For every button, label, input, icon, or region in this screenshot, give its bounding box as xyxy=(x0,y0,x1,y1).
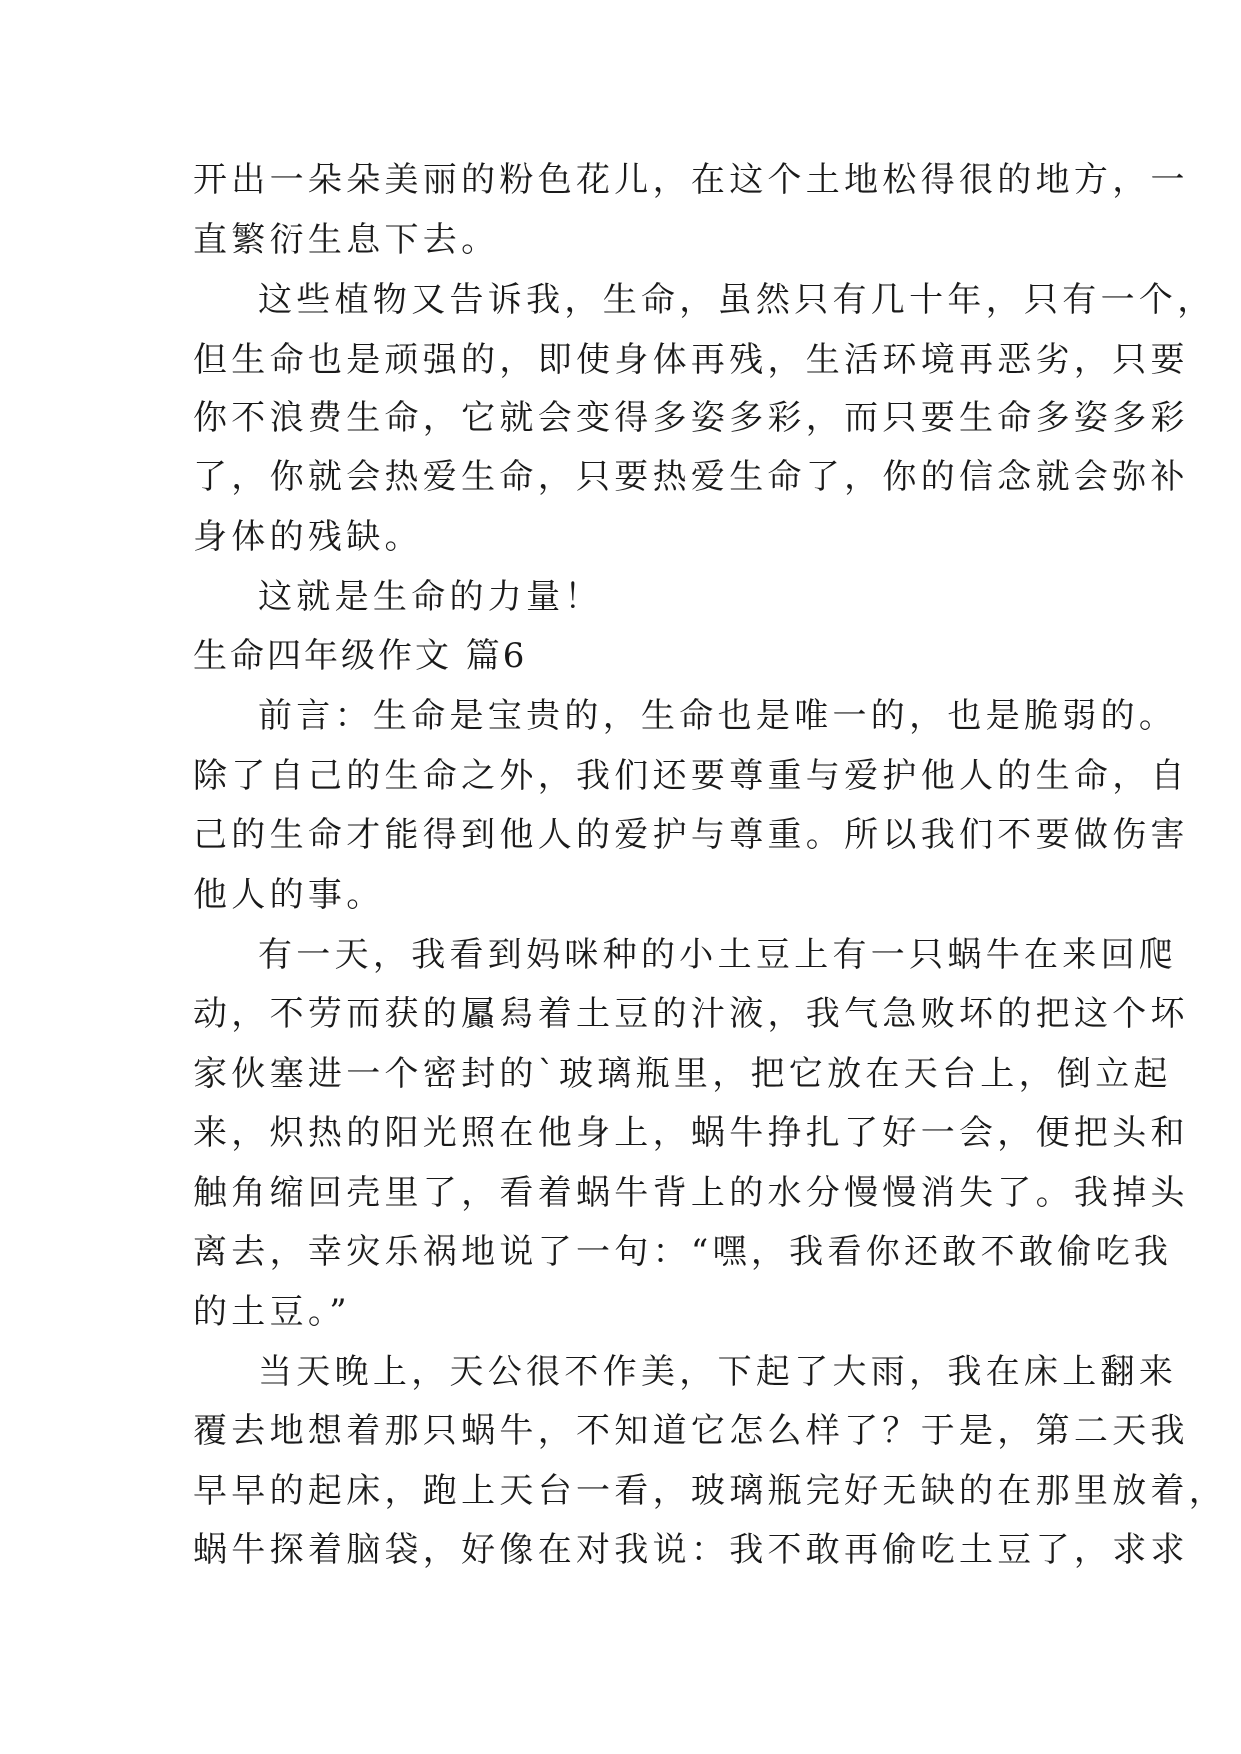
paragraph-start-line: 前言：生命是宝贵的，生命也是唯一的，也是脆弱的。 xyxy=(258,696,1178,736)
text-line: 但生命也是顽强的，即使身体再残，生活环境再恶劣，只要 xyxy=(193,340,1189,380)
section-heading: 生命四年级作文 篇6 xyxy=(193,636,528,676)
paragraph-start-line: 这些植物又告诉我，生命，虽然只有几十年，只有一个， xyxy=(258,280,1216,320)
text-line: 开出一朵朵美丽的粉色花儿，在这个土地松得很的地方，一 xyxy=(193,160,1189,200)
text-line: 你不浪费生命，它就会变得多姿多彩，而只要生命多姿多彩 xyxy=(193,398,1189,438)
text-line: 触角缩回壳里了，看着蜗牛背上的水分慢慢消失了。我掉头 xyxy=(193,1173,1189,1213)
text-line: 直繁衍生息下去。 xyxy=(193,220,500,260)
text-line: 己的生命才能得到他人的爱护与尊重。所以我们不要做伤害 xyxy=(193,815,1189,855)
text-line: 早早的起床，跑上天台一看，玻璃瓶完好无缺的在那里放着， xyxy=(193,1471,1228,1511)
text-line: 他人的事。 xyxy=(193,875,385,915)
text-line: 的土豆。” xyxy=(193,1292,351,1332)
paragraph-start-line: 这就是生命的力量！ xyxy=(258,577,603,617)
text-line: 身体的残缺。 xyxy=(193,517,423,557)
text-line: 来，炽热的阳光照在他身上，蜗牛挣扎了好一会，便把头和 xyxy=(193,1113,1189,1153)
text-line: 离去，幸灾乐祸地说了一句：“嘿，我看你还敢不敢偷吃我 xyxy=(193,1232,1173,1272)
text-line: 动，不劳而获的屭舄着土豆的汁液，我气急败坏的把这个坏 xyxy=(193,994,1189,1034)
text-line: 覆去地想着那只蜗牛，不知道它怎么样了？于是，第二天我 xyxy=(193,1411,1189,1451)
text-line: 了，你就会热爱生命，只要热爱生命了，你的信念就会弥补 xyxy=(193,457,1189,497)
text-line: 家伙塞进一个密封的`玻璃瓶里，把它放在天台上，倒立起 xyxy=(193,1054,1172,1094)
paragraph-start-line: 有一天，我看到妈咪种的小土豆上有一只蜗牛在来回爬 xyxy=(258,935,1178,975)
text-line: 除了自己的生命之外，我们还要尊重与爱护他人的生命，自 xyxy=(193,756,1189,796)
paragraph-start-line: 当天晚上，天公很不作美，下起了大雨，我在床上翻来 xyxy=(258,1352,1178,1392)
text-line: 蜗牛探着脑袋，好像在对我说：我不敢再偷吃土豆了，求求 xyxy=(193,1530,1189,1570)
